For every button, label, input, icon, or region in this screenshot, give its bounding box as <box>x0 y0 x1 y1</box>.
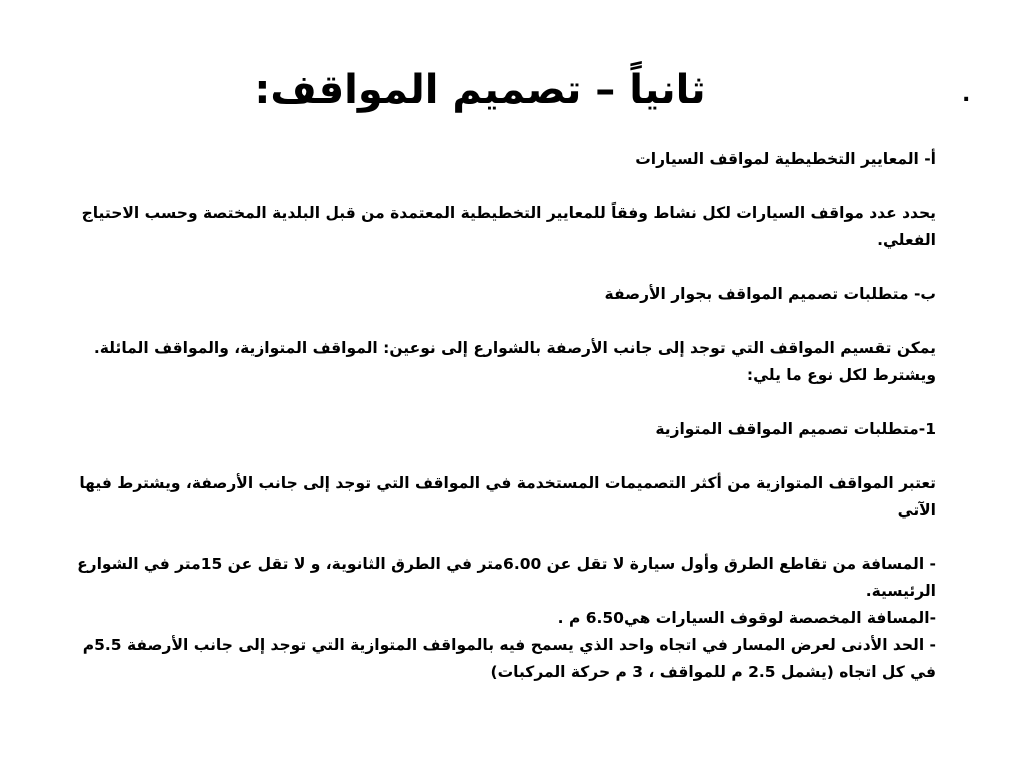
list-item-lane-width: - الحد الأدنى لعرض المسار في اتجاه واحد الذي يسمح فيه بالمواقف المتوازية التي توجد إلى جانب الأرصفة 5.5م في كل اتجاه (يشمل 2.5 م للمواقف ، 3 م حركة المركبات) <box>82 636 936 681</box>
paragraph-b-line-1: يمكن تقسيم المواقف التي توجد إلى جانب الأرصفة بالشوارع إلى نوعين: المواقف المتوازية، والمواقف المائلة. <box>93 339 936 357</box>
heading-b: ب- متطلبات تصميم المواقف بجوار الأرصفة <box>604 285 936 303</box>
heading-1: 1-متطلبات تصميم المواقف المتوازية <box>655 420 936 438</box>
list-item-distance: - المسافة من تقاطع الطرق وأول سيارة لا تقل عن 6.00متر في الطرق الثانوية، و لا تقل عن 15متر في الشوارع الرئيسية. <box>77 555 936 600</box>
list-item-parking-length: -المسافة المخصصة لوقوف السيارات هي6.50 م . <box>557 609 936 627</box>
heading-a: أ- المعايير التخطيطية لمواقف السيارات <box>635 150 936 168</box>
slide-title: ثانياً – تصميم المواقف: <box>254 67 706 113</box>
paragraph-1: تعتبر المواقف المتوازية من أكثر التصميمات المستخدمة في المواقف التي توجد إلى جانب الأرصفة، ويشترط فيها الآتي <box>79 474 936 519</box>
bullet-mark: . <box>962 82 971 107</box>
paragraph-b-line-2: ويشترط لكل نوع ما يلي: <box>746 366 936 384</box>
slide-body <box>60 146 936 686</box>
paragraph-a: يحدد عدد مواقف السيارات لكل نشاط وفقاً للمعايير التخطيطية المعتمدة من قبل البلدية المختصة وحسب الاحتياج الفعلي. <box>81 204 936 249</box>
